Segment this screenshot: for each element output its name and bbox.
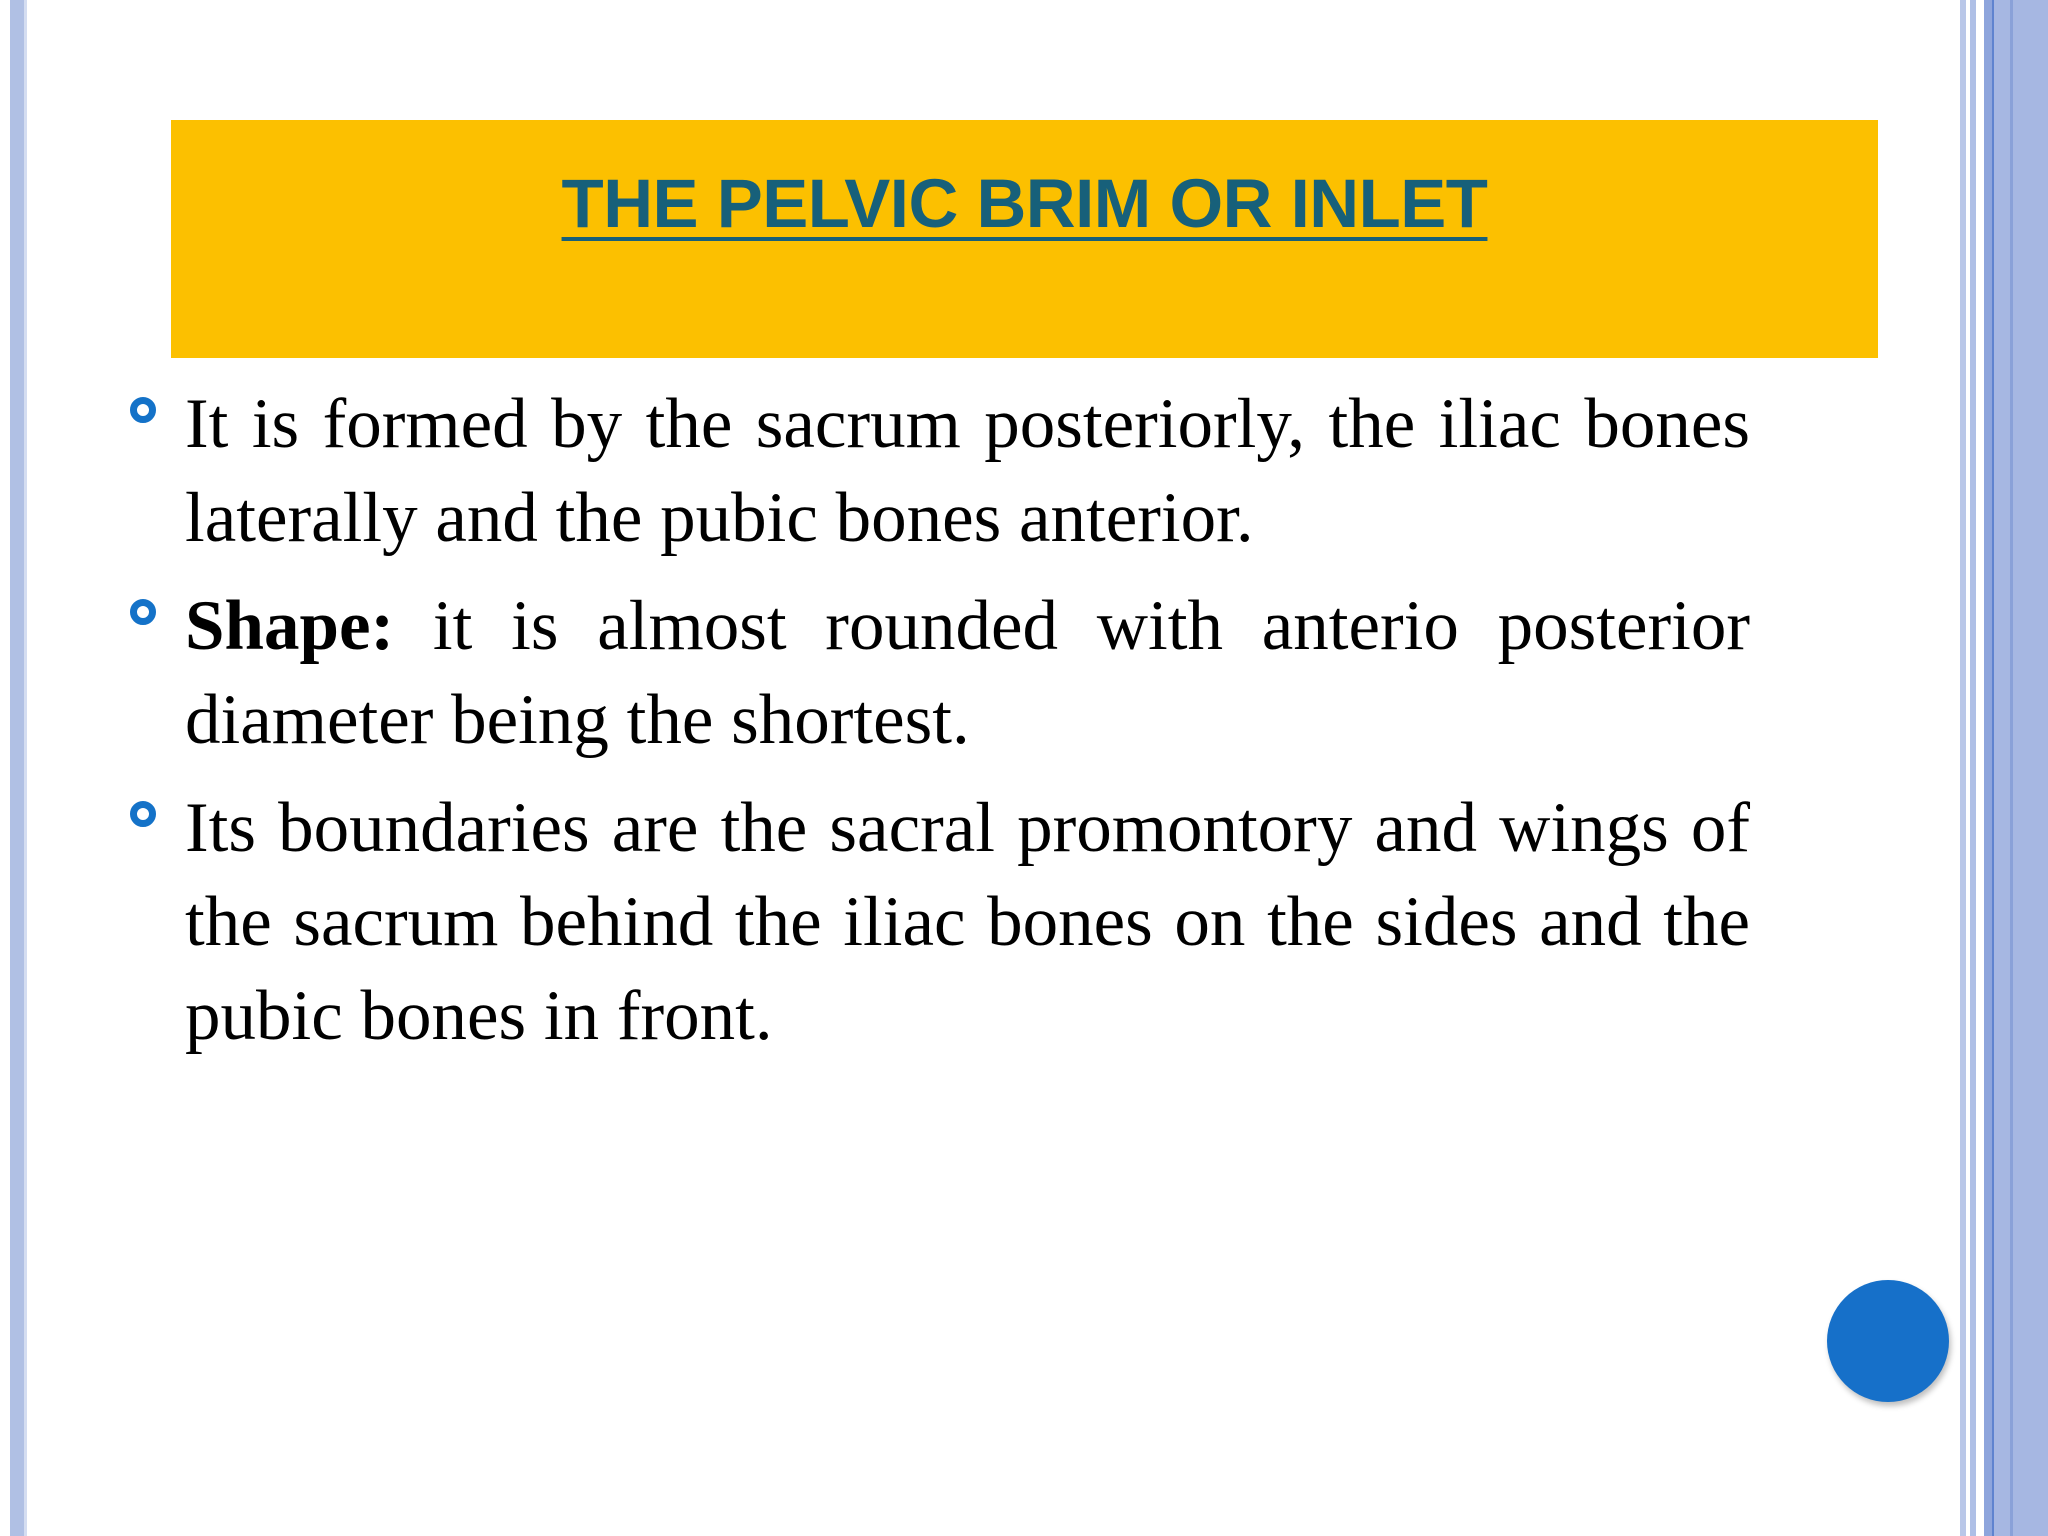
slide-title: THE PELVIC BRIM OR INLET [561,165,1488,242]
circle-dot-icon[interactable] [1827,1280,1949,1402]
left-edge-stripe [10,0,24,1536]
bullet-lead: Shape: [185,587,395,665]
bullet-text: Its boundaries are the sacral promontory and wings of the sacrum behind the iliac bones on the sides and the pubic bones in front. [185,789,1750,1055]
bullet-text: it is almost rounded with anterio posterior diameter being the shortest. [185,587,1750,759]
bullet-list [130,377,1750,1077]
title-band [171,120,1878,358]
right-edge-gap-2 [1976,0,1984,1536]
ring-bullet-icon [130,801,156,827]
right-edge-stripe-3 [1984,0,1992,1536]
right-edge-band [1994,0,2048,1536]
bullet-text: It is formed by the sacrum posteriorly, the iliac bones laterally and the pubic bones anterior. [185,385,1750,557]
bullet-item [130,377,1750,565]
bullet-item [130,579,1750,767]
bullet-item [130,781,1750,1063]
ring-bullet-icon [130,599,156,625]
ring-bullet-icon [130,397,156,423]
right-edge-band-line [2010,0,2013,1536]
left-edge-highlight [24,0,27,1536]
